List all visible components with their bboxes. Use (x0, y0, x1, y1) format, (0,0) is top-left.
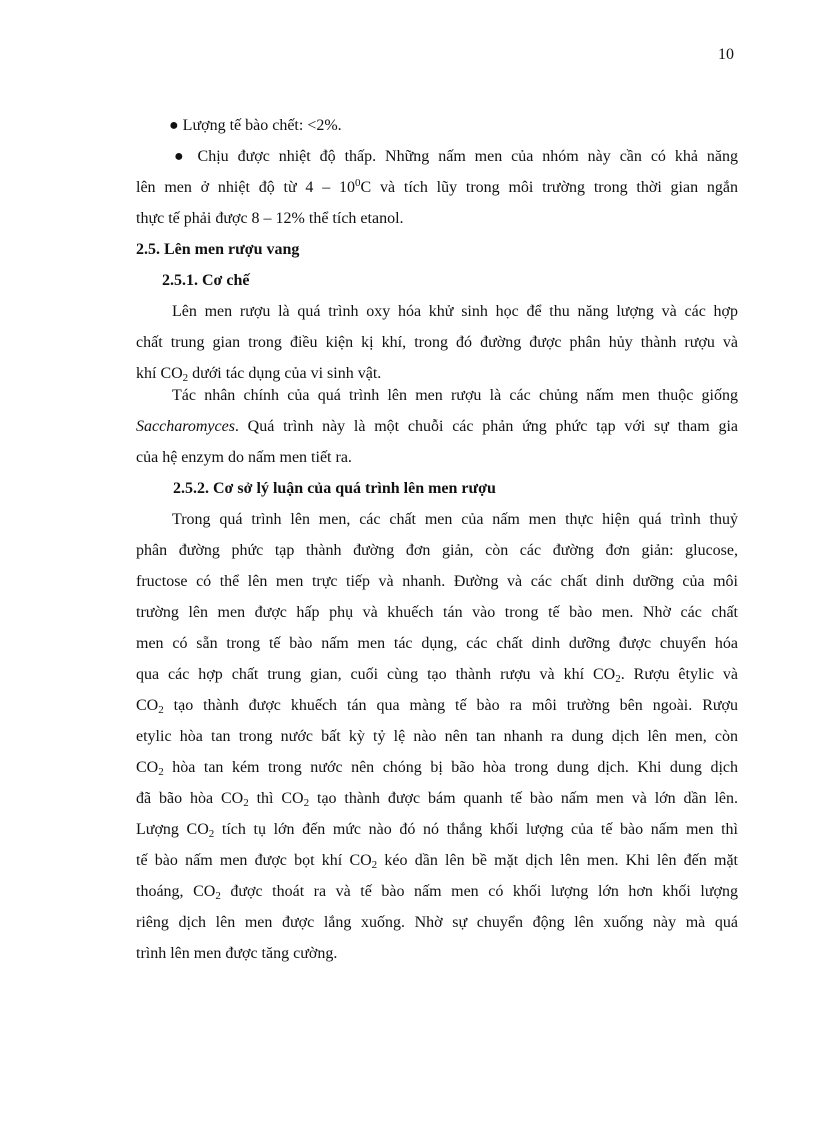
paragraph: Lên men rượu là quá trình oxy hóa khử sinh học để thu năng lượng và các hợp chất trung gian trong điều kiện kị khí, trong đó đường được phân hủy thành rượu và khí $CO_2$ dưới tác dụng của vi sinh vật. (136, 303, 738, 384)
bullet-continuation: lên men ở nhiệt độ từ $4 - 10^0C$ và tích lũy trong môi trường trong thời gian ngắn (136, 177, 738, 196)
paragraph: Trong quá trình lên men, các chất men của nấm men thực hiện quá trình thuỷ phân đường phức tạp thành đường đơn giản, còn các đường đơn giản: glucose, fructose có thể lên men trực tiếp và nhanh. Đường và các chất dinh dưỡng của môi trường lên men được hấp phụ và khuếch tán vào trong tế bào men. Nhờ các chất men có sẵn trong tế bào nấm men tác dụng, các chất dinh dưỡng được chuyển hóa qua các hợp chất trung gian, cuối cùng tạo thành rượu và khí $CO_2$. Rượu êtylic và $CO_2$ tạo thành được khuếch tán qua màng tế bào ra môi trường bên ngoài. Rượu etylic hòa tan trong nước bất kỳ tỷ lệ nào nên tan nhanh ra dung dịch lên men, còn $CO_2$ hòa tan kém trong nước nên chóng bị bão hòa trong dung dịch. Khi dung dịch đã bão hòa $CO_2$ thì $CO_2$ tạo thành được bám quanh tế bào nấm men và lớn dần lên. Lượng $CO_2$ tích tụ lớn đến mức nào đó nó thắng khối lượng của tế bào nấm men thì tế bào nấm men được bọt khí $CO_2$ kéo dần lên bề mặt dịch lên men. Khi lên đến mặt thoáng, $CO_2$ được thoát ra và tế bào nấm men có khối lượng lớn hơn khối lượng riêng dịch lên men được lắng xuống. Nhờ sự chuyển động lên xuống này mà quá trình lên men được tăng cường. (136, 511, 739, 962)
bullet-list (136, 110, 738, 234)
section-heading-2-5-2: 2.5.2. Cơ sở lý luận của quá trình lên men rượu (173, 480, 496, 497)
bullet-item: ● Lượng tế bào chết: <2%. (169, 117, 342, 134)
genus-name: Saccharomyces (136, 418, 235, 435)
section-heading-2-5: 2.5. Lên men rượu vang (136, 241, 300, 258)
section-heading-2-5-1: 2.5.1. Cơ chế (162, 272, 250, 289)
bullet-item: ● Chịu được nhiệt độ thấp. Những nấm men của nhóm này cần có khả năng (174, 148, 738, 165)
bullet-continuation: thực tế phải được 8 – 12% thể tích etanol. (136, 210, 404, 227)
paragraph: Tác nhân chính của quá trình lên men rượu là các chủng nấm men thuộc giống Saccharomyces. Quá trình này là một chuỗi các phản ứng phức tạp với sự tham gia của hệ enzym do nấm men tiết ra. (136, 387, 738, 466)
page-number: 10 (718, 46, 734, 63)
